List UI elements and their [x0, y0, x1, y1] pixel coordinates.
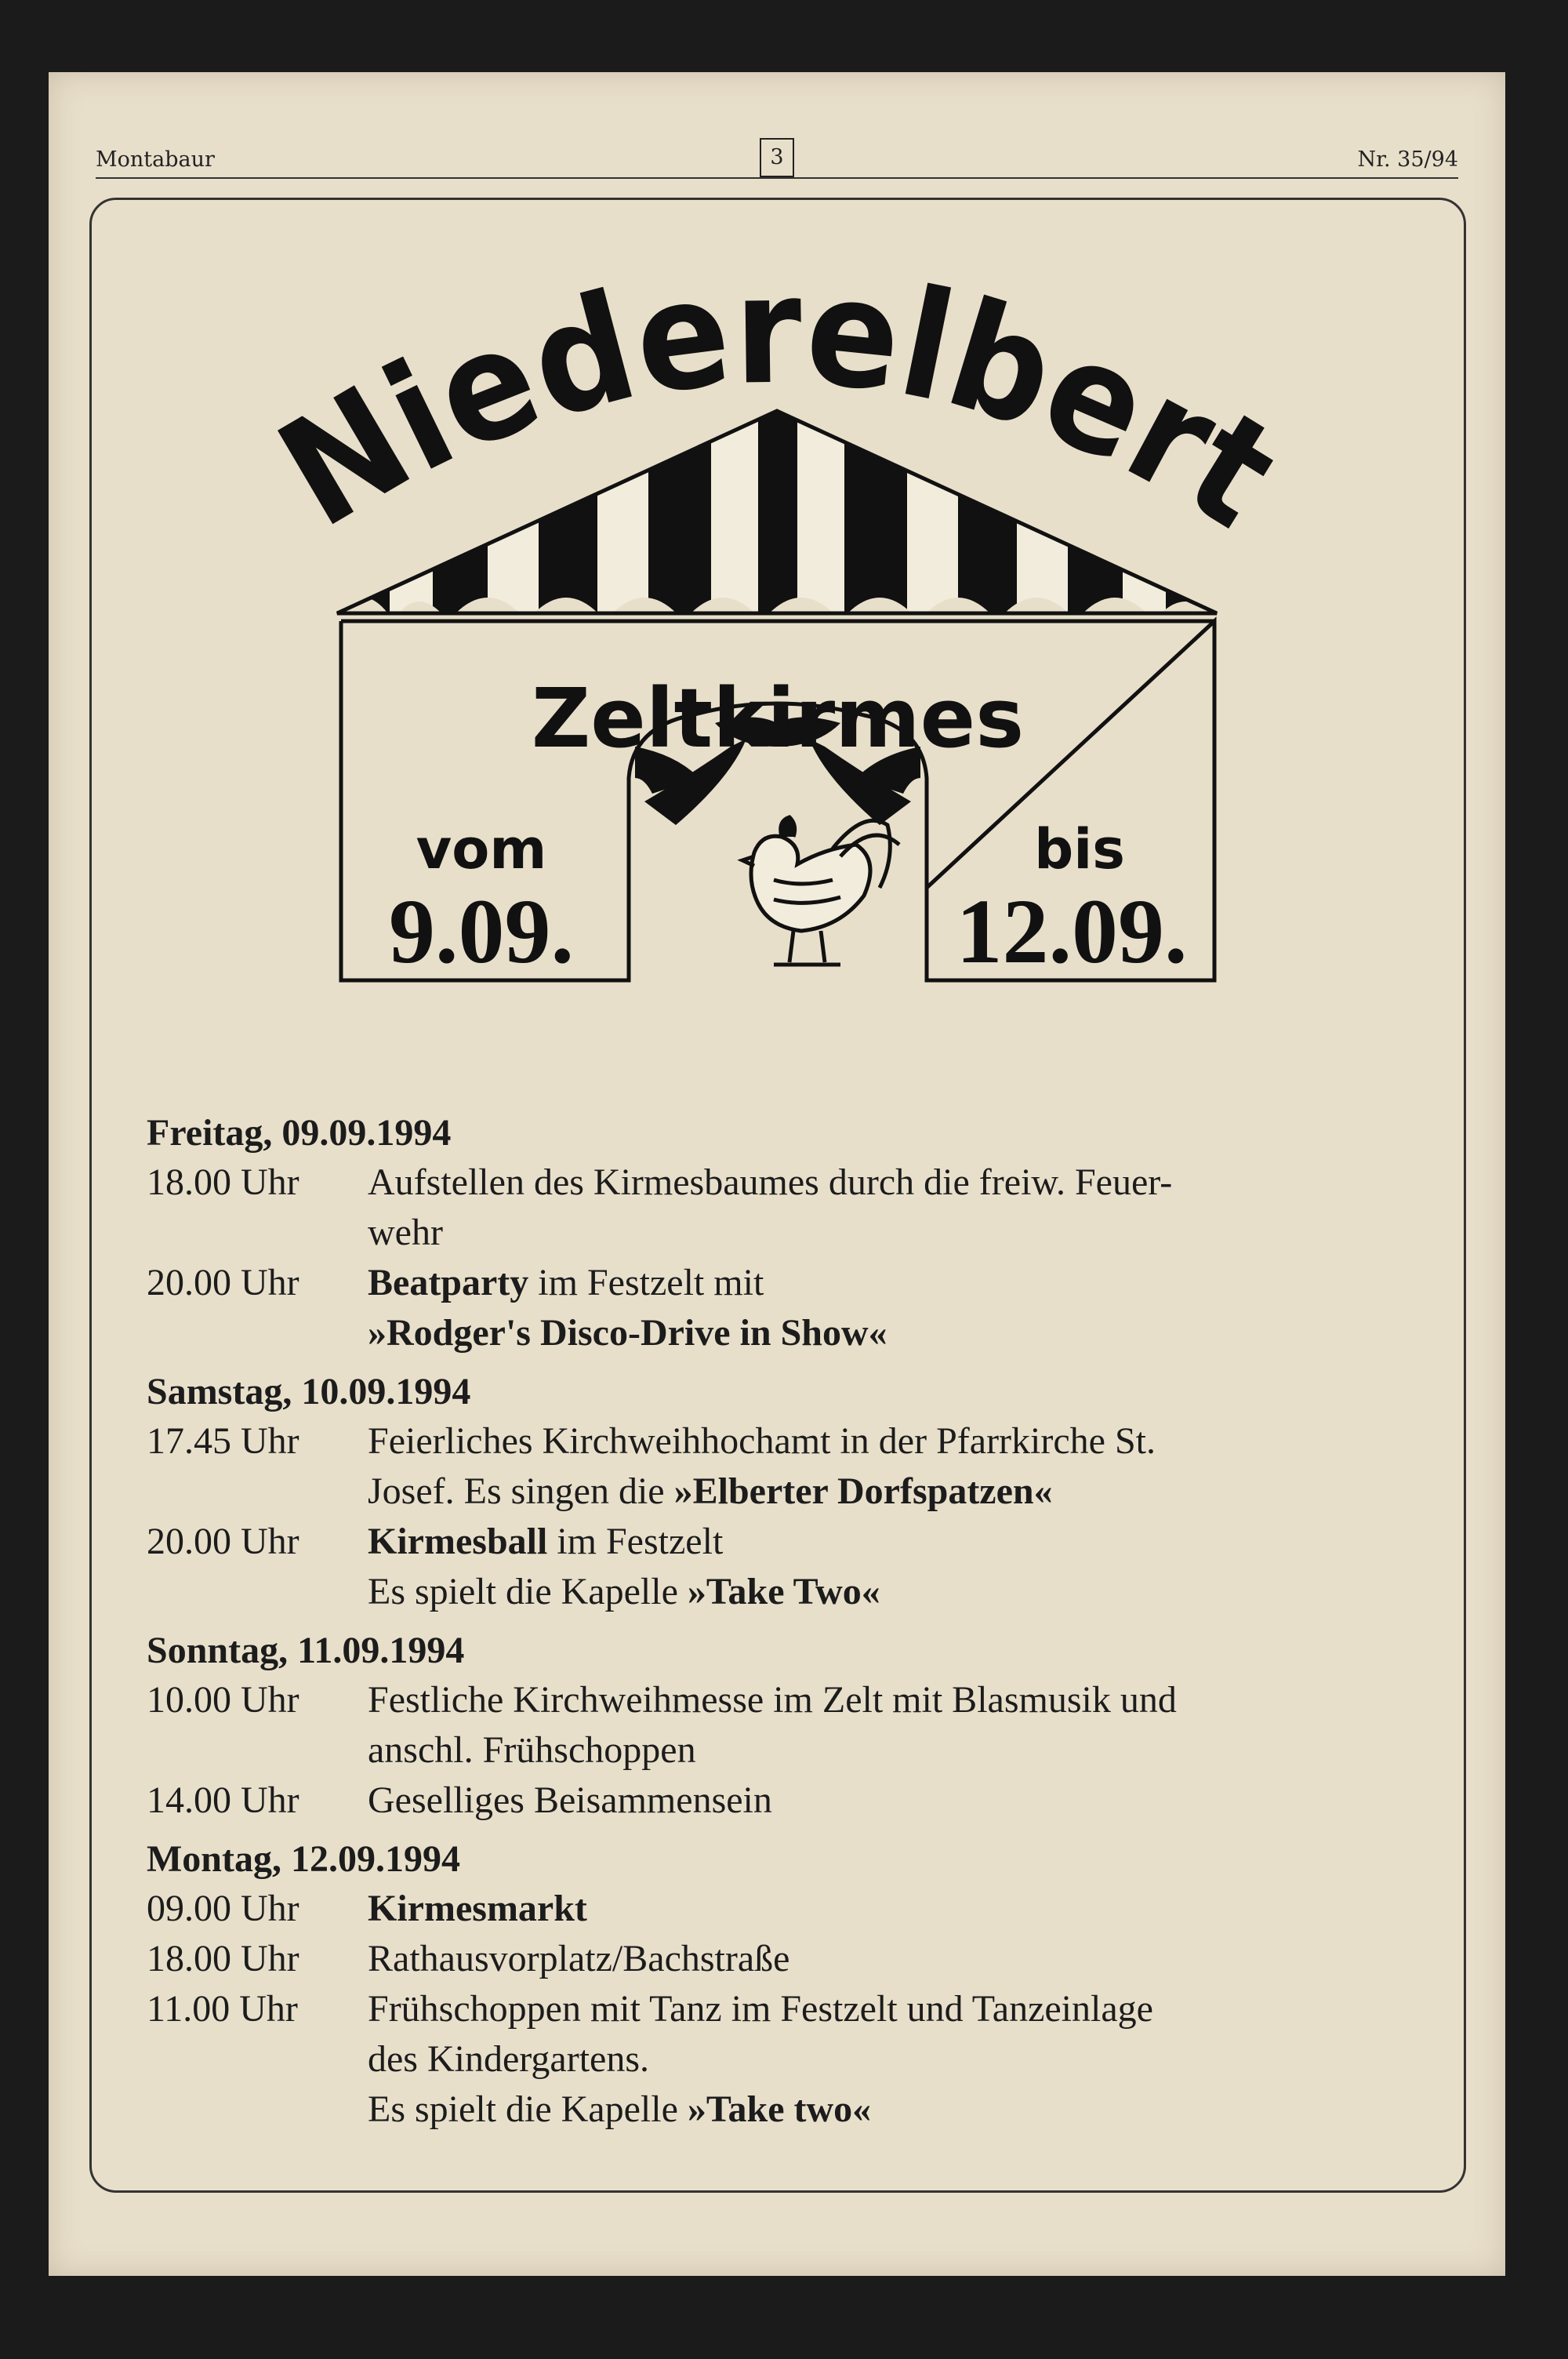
event-description — [368, 2034, 1418, 2085]
poster-to-date: 12.09. — [956, 880, 1188, 983]
schedule-day — [147, 1627, 1464, 1826]
day-heading: Samstag, 10.09.1994 — [147, 1371, 471, 1412]
event-description — [368, 1675, 1418, 1725]
poster-to-label: bis — [1034, 817, 1125, 881]
header-page-number: 3 — [760, 138, 794, 177]
event-line — [147, 1934, 1464, 1984]
schedule-day — [147, 1109, 1464, 1358]
event-line — [147, 1884, 1464, 1934]
event-line — [147, 1208, 1464, 1258]
event-description — [368, 1884, 1418, 1934]
event-text: Geselliges Beisammensein — [368, 1779, 772, 1821]
event-line — [147, 1258, 1464, 1308]
event-time: 20.00 Uhr — [147, 1262, 299, 1303]
event-line — [147, 1984, 1464, 2034]
event-line — [147, 1416, 1464, 1467]
event-line — [147, 1158, 1464, 1208]
event-line — [147, 1725, 1464, 1776]
event-highlight: »Take Two« — [687, 1571, 880, 1612]
header-issue-number: Nr. 35/94 — [1357, 147, 1458, 172]
event-line — [147, 2034, 1464, 2085]
event-text: Rathausvorplatz/Bachstraße — [368, 1938, 790, 1979]
event-time: 18.00 Uhr — [147, 1161, 299, 1203]
event-highlight: Kirmesball — [368, 1521, 548, 1562]
event-description — [368, 1158, 1418, 1208]
event-highlight: »Take two« — [687, 2088, 872, 2130]
event-line — [147, 2085, 1464, 2135]
event-time: 17.45 Uhr — [147, 1420, 299, 1462]
event-description — [368, 1416, 1418, 1467]
event-text: Es spielt die Kapelle — [368, 1571, 688, 1612]
event-time — [147, 2034, 368, 2085]
event-description — [368, 1725, 1418, 1776]
event-text: Frühschoppen mit Tanz im Festzelt und Tanzeinlage — [368, 1988, 1153, 2030]
event-line — [147, 1567, 1464, 1617]
event-description — [368, 1208, 1418, 1258]
event-highlight: Beatparty — [368, 1262, 529, 1303]
event-text: im Festzelt mit — [528, 1262, 764, 1303]
event-description — [368, 1984, 1418, 2034]
schedule-day — [147, 1368, 1464, 1617]
event-time: 18.00 Uhr — [147, 1938, 299, 1979]
event-time: 20.00 Uhr — [147, 1521, 299, 1562]
event-text: Josef. Es singen die — [368, 1470, 674, 1512]
event-line — [147, 1467, 1464, 1517]
poster-subtitle: Zeltkirmes — [531, 671, 1025, 766]
event-text: wehr — [368, 1212, 443, 1253]
newspaper-page — [49, 72, 1505, 2276]
event-time — [147, 2085, 368, 2135]
rooster-icon — [742, 817, 899, 965]
schedule-day — [147, 1835, 1464, 2135]
event-time — [147, 1308, 368, 1358]
event-text: des Kindergartens. — [368, 2038, 650, 2080]
event-description — [368, 1467, 1418, 1517]
event-line — [147, 1517, 1464, 1567]
event-time — [147, 1208, 368, 1258]
kirmes-poster — [49, 72, 1505, 1092]
event-description — [368, 2085, 1418, 2135]
event-description — [368, 1567, 1418, 1617]
event-time: 14.00 Uhr — [147, 1779, 299, 1821]
day-heading: Sonntag, 11.09.1994 — [147, 1630, 465, 1671]
event-text: anschl. Frühschoppen — [368, 1729, 696, 1771]
event-text: im Festzelt — [547, 1521, 724, 1562]
event-highlight: »Elberter Dorfspatzen« — [673, 1470, 1053, 1512]
event-description — [368, 1934, 1418, 1984]
event-time — [147, 1725, 368, 1776]
header-location: Montabaur — [96, 147, 215, 172]
event-description — [368, 1308, 1418, 1358]
event-highlight: »Rodger's Disco-Drive in Show« — [368, 1312, 887, 1354]
event-line — [147, 1308, 1464, 1358]
event-time: 09.00 Uhr — [147, 1888, 299, 1929]
poster-from-label: vom — [416, 817, 547, 881]
event-highlight: Kirmesmarkt — [368, 1888, 587, 1929]
day-heading: Freitag, 09.09.1994 — [147, 1112, 452, 1154]
poster-from-date: 9.09. — [389, 880, 574, 983]
event-line — [147, 1675, 1464, 1725]
event-text: Festliche Kirchweihmesse im Zelt mit Blasmusik und — [368, 1679, 1177, 1721]
day-heading: Montag, 12.09.1994 — [147, 1838, 460, 1880]
event-time — [147, 1567, 368, 1617]
event-text: Es spielt die Kapelle — [368, 2088, 688, 2130]
event-text: Feierliches Kirchweihhochamt in der Pfarrkirche St. — [368, 1420, 1156, 1462]
poster-title: Niederelbert — [252, 243, 1311, 565]
event-time — [147, 1467, 368, 1517]
event-line — [147, 1776, 1464, 1826]
event-description — [368, 1776, 1418, 1826]
kirmes-schedule — [147, 1109, 1464, 2144]
event-description — [368, 1258, 1418, 1308]
event-time: 11.00 Uhr — [147, 1988, 298, 2030]
event-time: 10.00 Uhr — [147, 1679, 299, 1721]
event-text: Aufstellen des Kirmesbaumes durch die freiw. Feuer- — [368, 1161, 1173, 1203]
event-description — [368, 1517, 1418, 1567]
